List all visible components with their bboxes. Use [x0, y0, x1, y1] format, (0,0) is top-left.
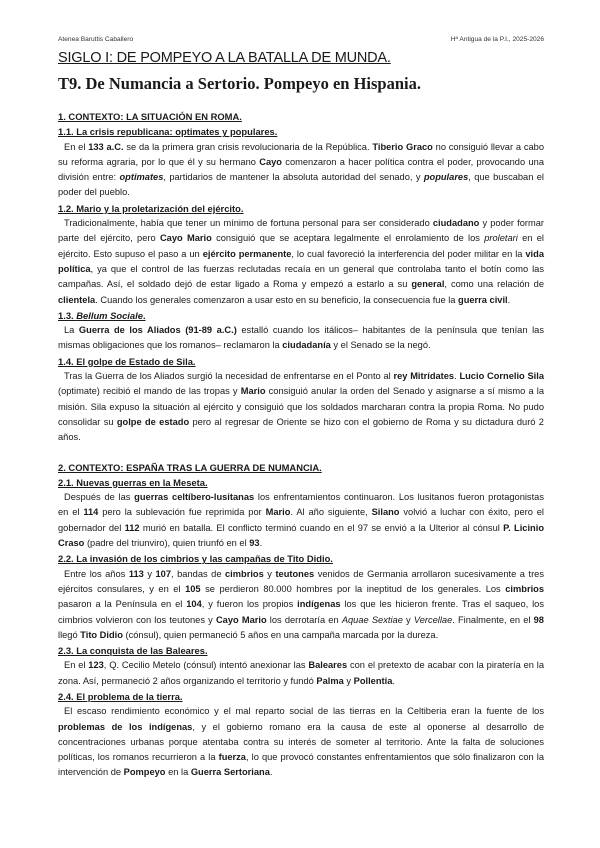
subsection-heading: 1.3. Bellum Sociale.	[58, 309, 146, 321]
paragraph: Tradicionalmente, había que tener un mínimo de fortuna personal para ser considerado ciudadano y poder formar parte del ejército, pero Cayo Mario consiguió que se aceptara legalmente el enrolamiento de los proletari en el ejército. Esto supuso el paso a un ejército permanente, lo cual favoreció la interferencia del poder militar en la vida política, ya que el control de las fuerzas reclutadas recaía en un general que controlaba tanto el botín como las campañas. Así, el soldado dejó de estar ligado a Roma y empezó a estarlo a su general, como una relación de clientela. Cuando los generales comenzaron a usar esto en su beneficio, la consecuencia fue la guerra civil.	[58, 218, 544, 305]
paragraph: En el 133 a.C. se da la primera gran crisis revolucionaria de la República. Tiberio Graco no consiguió llevar a cabo su reforma agraria, por lo que él y su hermano Cayo comenzaron a hacer política contra el poder, provocando una división entre: optimates, partidarios de mantener la absoluta autoridad del senado, y populares, que buscaban el poder del pueblo.	[58, 141, 544, 198]
paragraph: Tras la Guerra de los Aliados surgió la necesidad de enfrentarse en el Ponto al rey Mitrídates. Lucio Cornelio Sila (optimate) recibió el mando de las tropas y Mario consiguió anular la orden del Senado y asignarse a sí mismo a la misión. Sila expuso la situación al ejército y consiguió que los soldados marcharan contra la propia Roma. No pudo consolidar su golpe de estado pero al regresar de Oriente se hizo con el gobierno de Roma y su dictadura duró 2 años.	[58, 371, 545, 443]
subsection-heading: 2.4. El problema de la tierra.	[58, 690, 183, 702]
subsection-heading: 2.1. Nuevas guerras en la Meseta.	[58, 476, 208, 488]
paragraph: En el 123, Q. Cecilio Metelo (cónsul) intentó anexionar las Baleares con el pretexto de acabar con la piratería en la zona. Así, permaneció 2 años organizando el territorio y fundó Palma y Pollentia.	[58, 660, 544, 686]
paragraph: Entre los años 113 y 107, bandas de cimbrios y teutones venidos de Germania arrollaron sucesivamente a tres ejércitos consulares, y en el 105 se perdieron 80.000 hombres por la ineptitud de los generales. Los cimbrios pasaron a la Península en el 104, y fueron los propios indígenas los que les hicieron frente. Tras el saqueo, los cimbrios volvieron con los teutones y Cayo Mario los derrotaría en Aquae Sextiae y Vercellae. Finalmente, en el 98 llegó Tito Didio (cónsul), quien permaneció 5 años en una campaña marcada por la dureza.	[58, 568, 544, 640]
subsection-heading: 1.4. El golpe de Estado de Sila.	[58, 355, 196, 367]
author-name: Atenea Baruttis Caballero	[58, 36, 134, 43]
paragraph: Después de las guerras celtíbero-lusitanas los enfrentamientos continuaron. Los lusitanos fueron protagonistas en el 114 pero la sublevación fue reprimida por Mario. Al año siguiente, Silano volvió a luchar con éxito, pero el gobernador del 112 murió en batalla. El conflicto terminó cuando en el 97 se envió a la Ulterior al cónsul P. Licinio Craso (padre del triunviro), quien triunfó en el 93.	[58, 492, 545, 549]
course-name: Hª Antigua de la P.I., 2025-2026	[450, 36, 544, 43]
paragraph: La Guerra de los Aliados (91-89 a.C.) estalló cuando los itálicos– habitantes de la península que tenían las mismas obligaciones que los romanos– reclamaron la ciudadanía y el Senado se la negó.	[58, 325, 544, 351]
paragraph: El escaso rendimiento económico y el mal reparto social de las tierras en la Celtiberia eran la fuente de los problemas de los indígenas, y el gobierno romano era la causa de este al oponerse al desarrollo de concentraciones urbanas porque atentaba contra su interés de someter al territorio. Ante la falta de soluciones políticas, los romanos recurrieron a la fuerza, lo que provocó constantes enfrentamientos que sólo finalizaron con la intervención de Pompeyo en la Guerra Sertoriana.	[58, 706, 544, 778]
subsection-heading: 2.2. La invasión de los cimbrios y las campañas de Tito Didio.	[58, 553, 333, 565]
page-title: SIGLO I: DE POMPEYO A LA BATALLA DE MUNDA.	[58, 50, 391, 66]
document-body	[58, 109, 544, 781]
subsection-heading: 2.3. La conquista de las Baleares.	[58, 645, 208, 657]
section-heading: 1. CONTEXTO: LA SITUACIÓN EN ROMA.	[58, 111, 242, 122]
subsection-heading: 1.1. La crisis republicana: optimates y populares.	[58, 126, 278, 138]
page-subtitle: T9. De Numancia a Sertorio. Pompeyo en Hispania.	[58, 74, 421, 93]
subsection-heading: 1.2. Mario y la proletarización del ejército.	[58, 202, 244, 214]
section-heading: 2. CONTEXTO: ESPAÑA TRAS LA GUERRA DE NUMANCIA.	[58, 461, 322, 473]
